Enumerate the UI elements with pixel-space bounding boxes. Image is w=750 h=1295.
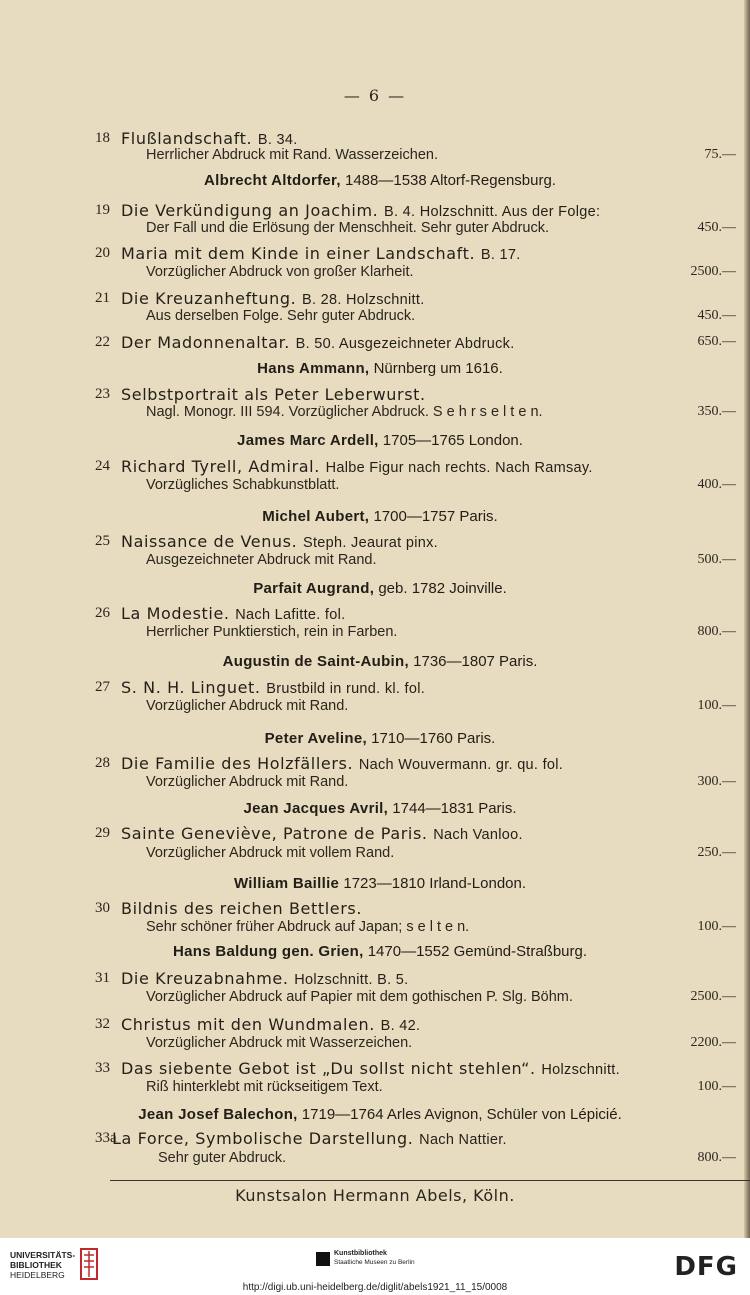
item-reference: B. 50. Ausgezeichneter Abdruck. — [295, 336, 515, 352]
catalog-item-detail-line — [0, 308, 750, 332]
item-price: 350.— — [697, 404, 736, 419]
catalog-item-detail-line — [0, 552, 750, 576]
item-reference: Steph. Jeaurat pinx. — [302, 535, 438, 551]
item-number: 20 — [95, 245, 110, 261]
artist-heading — [0, 730, 750, 747]
artist-name: James Marc Ardell, — [237, 432, 379, 449]
university-library-logo[interactable] — [10, 1250, 75, 1280]
kunstbibliothek-logo[interactable] — [334, 1249, 415, 1267]
item-price: 250.— — [697, 845, 736, 860]
item-reference: B. 28. Holzschnitt. — [301, 292, 425, 308]
item-number: 23 — [95, 386, 110, 402]
item-detail: Riß hinterklebt mit rückseitigem Text. — [146, 1079, 383, 1095]
artist-heading — [0, 943, 750, 960]
item-number: 33a — [95, 1130, 117, 1146]
catalog-item-detail-line — [0, 264, 750, 288]
artist-name: Parfait Augrand, — [253, 580, 375, 597]
item-title: Sainte Geneviève, Patrone de Paris. Nach Vanloo. — [121, 824, 523, 843]
artist-name: Peter Aveline, — [264, 730, 367, 747]
dfg-logo[interactable]: DFG — [674, 1252, 738, 1282]
artist-info: 1723—1810 Irland-London. — [339, 875, 527, 892]
item-title: Bildnis des reichen Bettlers. — [121, 899, 363, 918]
artist-name: Jean Jacques Avril, — [243, 800, 389, 817]
item-title: Das siebente Gebot ist „Du sollst nicht stehlen“. Holzschnitt. — [121, 1059, 620, 1078]
item-title: Selbstportrait als Peter Leberwurst. — [121, 385, 426, 404]
catalog-item-detail-line — [0, 1035, 750, 1059]
item-detail: Aus derselben Folge. Sehr guter Abdruck. — [146, 308, 416, 324]
item-number: 24 — [95, 458, 110, 474]
item-price: 2200.— — [690, 1035, 736, 1050]
artist-heading — [0, 432, 750, 449]
item-price: 650.— — [697, 334, 736, 349]
artist-info: 1470—1552 Gemünd-Straßburg. — [363, 943, 588, 960]
artist-info: 1744—1831 Paris. — [388, 800, 517, 817]
item-price: 450.— — [697, 220, 736, 235]
item-detail: Der Fall und die Erlösung der Menschheit. Sehr guter Abdruck. — [146, 220, 549, 236]
uni-line-2: BIBLIOTHEK — [10, 1260, 62, 1270]
artist-info: 1736—1807 Paris. — [408, 653, 538, 670]
item-title: Richard Tyrell, Admiral. Halbe Figur nach rechts. Nach Ramsay. — [121, 457, 593, 476]
item-reference: Nach Lafitte. fol. — [235, 607, 346, 623]
item-detail: Vorzüglicher Abdruck von großer Klarheit. — [146, 264, 414, 280]
item-reference: Holzschnitt. B. 5. — [294, 972, 409, 988]
item-number: 32 — [95, 1016, 110, 1032]
item-reference: Halbe Figur nach rechts. Nach Ramsay. — [325, 460, 593, 476]
artist-heading — [0, 800, 750, 817]
artist-name: William Baillie — [233, 875, 340, 892]
uni-line-3: HEIDELBERG — [10, 1270, 65, 1280]
catalog-item-detail-line — [0, 989, 750, 1013]
artist-heading — [0, 1106, 750, 1123]
catalog-item-detail-line — [0, 845, 750, 869]
artist-heading — [0, 580, 750, 597]
item-detail: Sehr guter Abdruck. — [158, 1150, 287, 1166]
catalog-item-detail-line — [0, 477, 750, 501]
catalog-item-detail-line — [0, 220, 750, 244]
item-title: La Modestie. Nach Lafitte. fol. — [121, 604, 346, 623]
artist-info: geb. 1782 Joinville. — [374, 580, 507, 597]
item-price: 450.— — [697, 308, 736, 323]
catalog-item-detail-line — [0, 698, 750, 722]
item-number: 26 — [95, 605, 110, 621]
item-title: Der Madonnenaltar. B. 50. Ausgezeichneter Abdruck. — [121, 333, 515, 352]
uni-line-1: UNIVERSITÄTS- — [10, 1250, 76, 1260]
item-price: 800.— — [697, 624, 736, 639]
item-number: 21 — [95, 290, 110, 306]
item-reference: Nach Vanloo. — [433, 827, 523, 843]
item-price: 500.— — [697, 552, 736, 567]
item-title: La Force, Symbolische Darstellung. Nach Nattier. — [112, 1129, 507, 1148]
artist-name: Michel Aubert, — [262, 508, 370, 525]
item-title: Maria mit dem Kinde in einer Landschaft. B. 17. — [121, 244, 521, 263]
artist-name: Hans Ammann, — [257, 360, 370, 377]
kb-line-1: Kunstbibliothek — [334, 1250, 387, 1257]
catalog-item-detail-line — [0, 1079, 750, 1103]
artist-heading — [0, 653, 750, 670]
digitization-bar — [0, 1238, 750, 1295]
catalog-item-detail-line — [0, 919, 750, 943]
catalog-item-detail-line — [0, 624, 750, 648]
item-price: 2500.— — [690, 264, 736, 279]
item-title: Die Familie des Holzfällers. Nach Wouvermann. gr. qu. fol. — [121, 754, 564, 773]
artist-heading — [0, 508, 750, 525]
kb-line-2: Staatliche Museen zu Berlin — [334, 1259, 415, 1266]
item-reference: Brustbild in rund. kl. fol. — [266, 681, 426, 697]
page-number: — 6 — — [343, 86, 407, 105]
item-price: 800.— — [697, 1150, 736, 1165]
artist-name: Albrecht Altdorfer, — [204, 172, 341, 189]
item-price: 2500.— — [690, 989, 736, 1004]
item-number: 27 — [95, 679, 110, 695]
item-title: Flußlandschaft. B. 34. — [121, 129, 298, 148]
item-detail: Vorzüglicher Abdruck mit vollem Rand. — [146, 845, 395, 861]
item-detail: Vorzüglicher Abdruck mit Rand. — [146, 698, 349, 714]
item-title: Die Kreuzabnahme. Holzschnitt. B. 5. — [121, 969, 409, 988]
catalog-item-detail-line — [0, 404, 750, 428]
item-price: 100.— — [697, 919, 736, 934]
artist-info: Nürnberg um 1616. — [369, 360, 503, 377]
item-reference: B. 42. — [380, 1018, 421, 1034]
item-number: 29 — [95, 825, 110, 841]
item-price: 400.— — [697, 477, 736, 492]
item-detail: Sehr schöner früher Abdruck auf Japan; s e l t e n. — [146, 919, 470, 935]
item-detail: Vorzüglicher Abdruck mit Rand. — [146, 774, 349, 790]
item-title: S. N. H. Linguet. Brustbild in rund. kl. fol. — [121, 678, 426, 697]
artist-info: 1700—1757 Paris. — [369, 508, 498, 525]
item-detail: Vorzüglicher Abdruck mit Wasserzeichen. — [146, 1035, 413, 1051]
item-reference: B. 34. — [257, 132, 298, 148]
catalog-item-detail-line — [0, 1150, 750, 1174]
item-detail: Nagl. Monogr. III 594. Vorzüglicher Abdruck. S e h r s e l t e n. — [146, 404, 543, 420]
item-title: Die Verkündigung an Joachim. B. 4. Holzschnitt. Aus der Folge: — [121, 201, 601, 220]
item-detail: Vorzüglicher Abdruck auf Papier mit dem gothischen P. Slg. Böhm. — [146, 989, 573, 1005]
item-detail: Herrlicher Punktierstich, rein in Farben. — [146, 624, 398, 640]
item-title: Die Kreuzanheftung. B. 28. Holzschnitt. — [121, 289, 425, 308]
item-number: 22 — [95, 334, 110, 350]
item-price: 75.— — [704, 147, 736, 162]
item-reference: B. 4. Holzschnitt. Aus der Folge: — [384, 204, 601, 220]
item-detail: Vorzügliches Schabkunstblatt. — [146, 477, 340, 493]
source-url[interactable]: http://digi.ub.uni-heidelberg.de/diglit/abels1921_11_15/0008 — [242, 1282, 508, 1293]
item-reference: Nach Nattier. — [419, 1132, 507, 1148]
catalog-item-detail-line — [0, 147, 750, 171]
item-reference: Holzschnitt. — [541, 1062, 620, 1078]
item-number: 28 — [95, 755, 110, 771]
artist-name: Hans Baldung gen. Grien, — [172, 943, 364, 960]
kunstbibliothek-icon — [316, 1252, 330, 1266]
catalog-item-line — [0, 334, 750, 358]
catalog-item-detail-line — [0, 774, 750, 798]
publisher-footer: Kunstsalon Hermann Abels, Köln. — [235, 1186, 515, 1205]
item-reference: B. 17. — [480, 247, 521, 263]
item-number: 30 — [95, 900, 110, 916]
item-number: 31 — [95, 970, 110, 986]
item-number: 25 — [95, 533, 110, 549]
item-detail: Ausgezeichneter Abdruck mit Rand. — [146, 552, 377, 568]
artist-info: 1719—1764 Arles Avignon, Schüler von Lépicié. — [297, 1106, 622, 1123]
artist-heading — [0, 172, 750, 189]
item-number: 18 — [95, 130, 110, 146]
item-number: 33 — [95, 1060, 110, 1076]
artist-name: Augustin de Saint-Aubin, — [222, 653, 409, 670]
item-reference: Nach Wouvermann. gr. qu. fol. — [358, 757, 564, 773]
artist-info: 1488—1538 Altorf-Regensburg. — [340, 172, 556, 189]
item-price: 300.— — [697, 774, 736, 789]
item-number: 19 — [95, 202, 110, 218]
footer-rule — [110, 1180, 750, 1181]
uni-logo-icon — [78, 1247, 100, 1281]
artist-name: Jean Josef Balechon, — [138, 1106, 298, 1123]
item-title: Christus mit den Wundmalen. B. 42. — [121, 1015, 421, 1034]
artist-heading — [0, 875, 750, 892]
artist-info: 1705—1765 London. — [378, 432, 523, 449]
item-price: 100.— — [697, 1079, 736, 1094]
artist-info: 1710—1760 Paris. — [366, 730, 496, 747]
artist-heading — [0, 360, 750, 377]
item-price: 100.— — [697, 698, 736, 713]
item-title: Naissance de Venus. Steph. Jeaurat pinx. — [121, 532, 438, 551]
item-detail: Herrlicher Abdruck mit Rand. Wasserzeichen. — [146, 147, 438, 163]
